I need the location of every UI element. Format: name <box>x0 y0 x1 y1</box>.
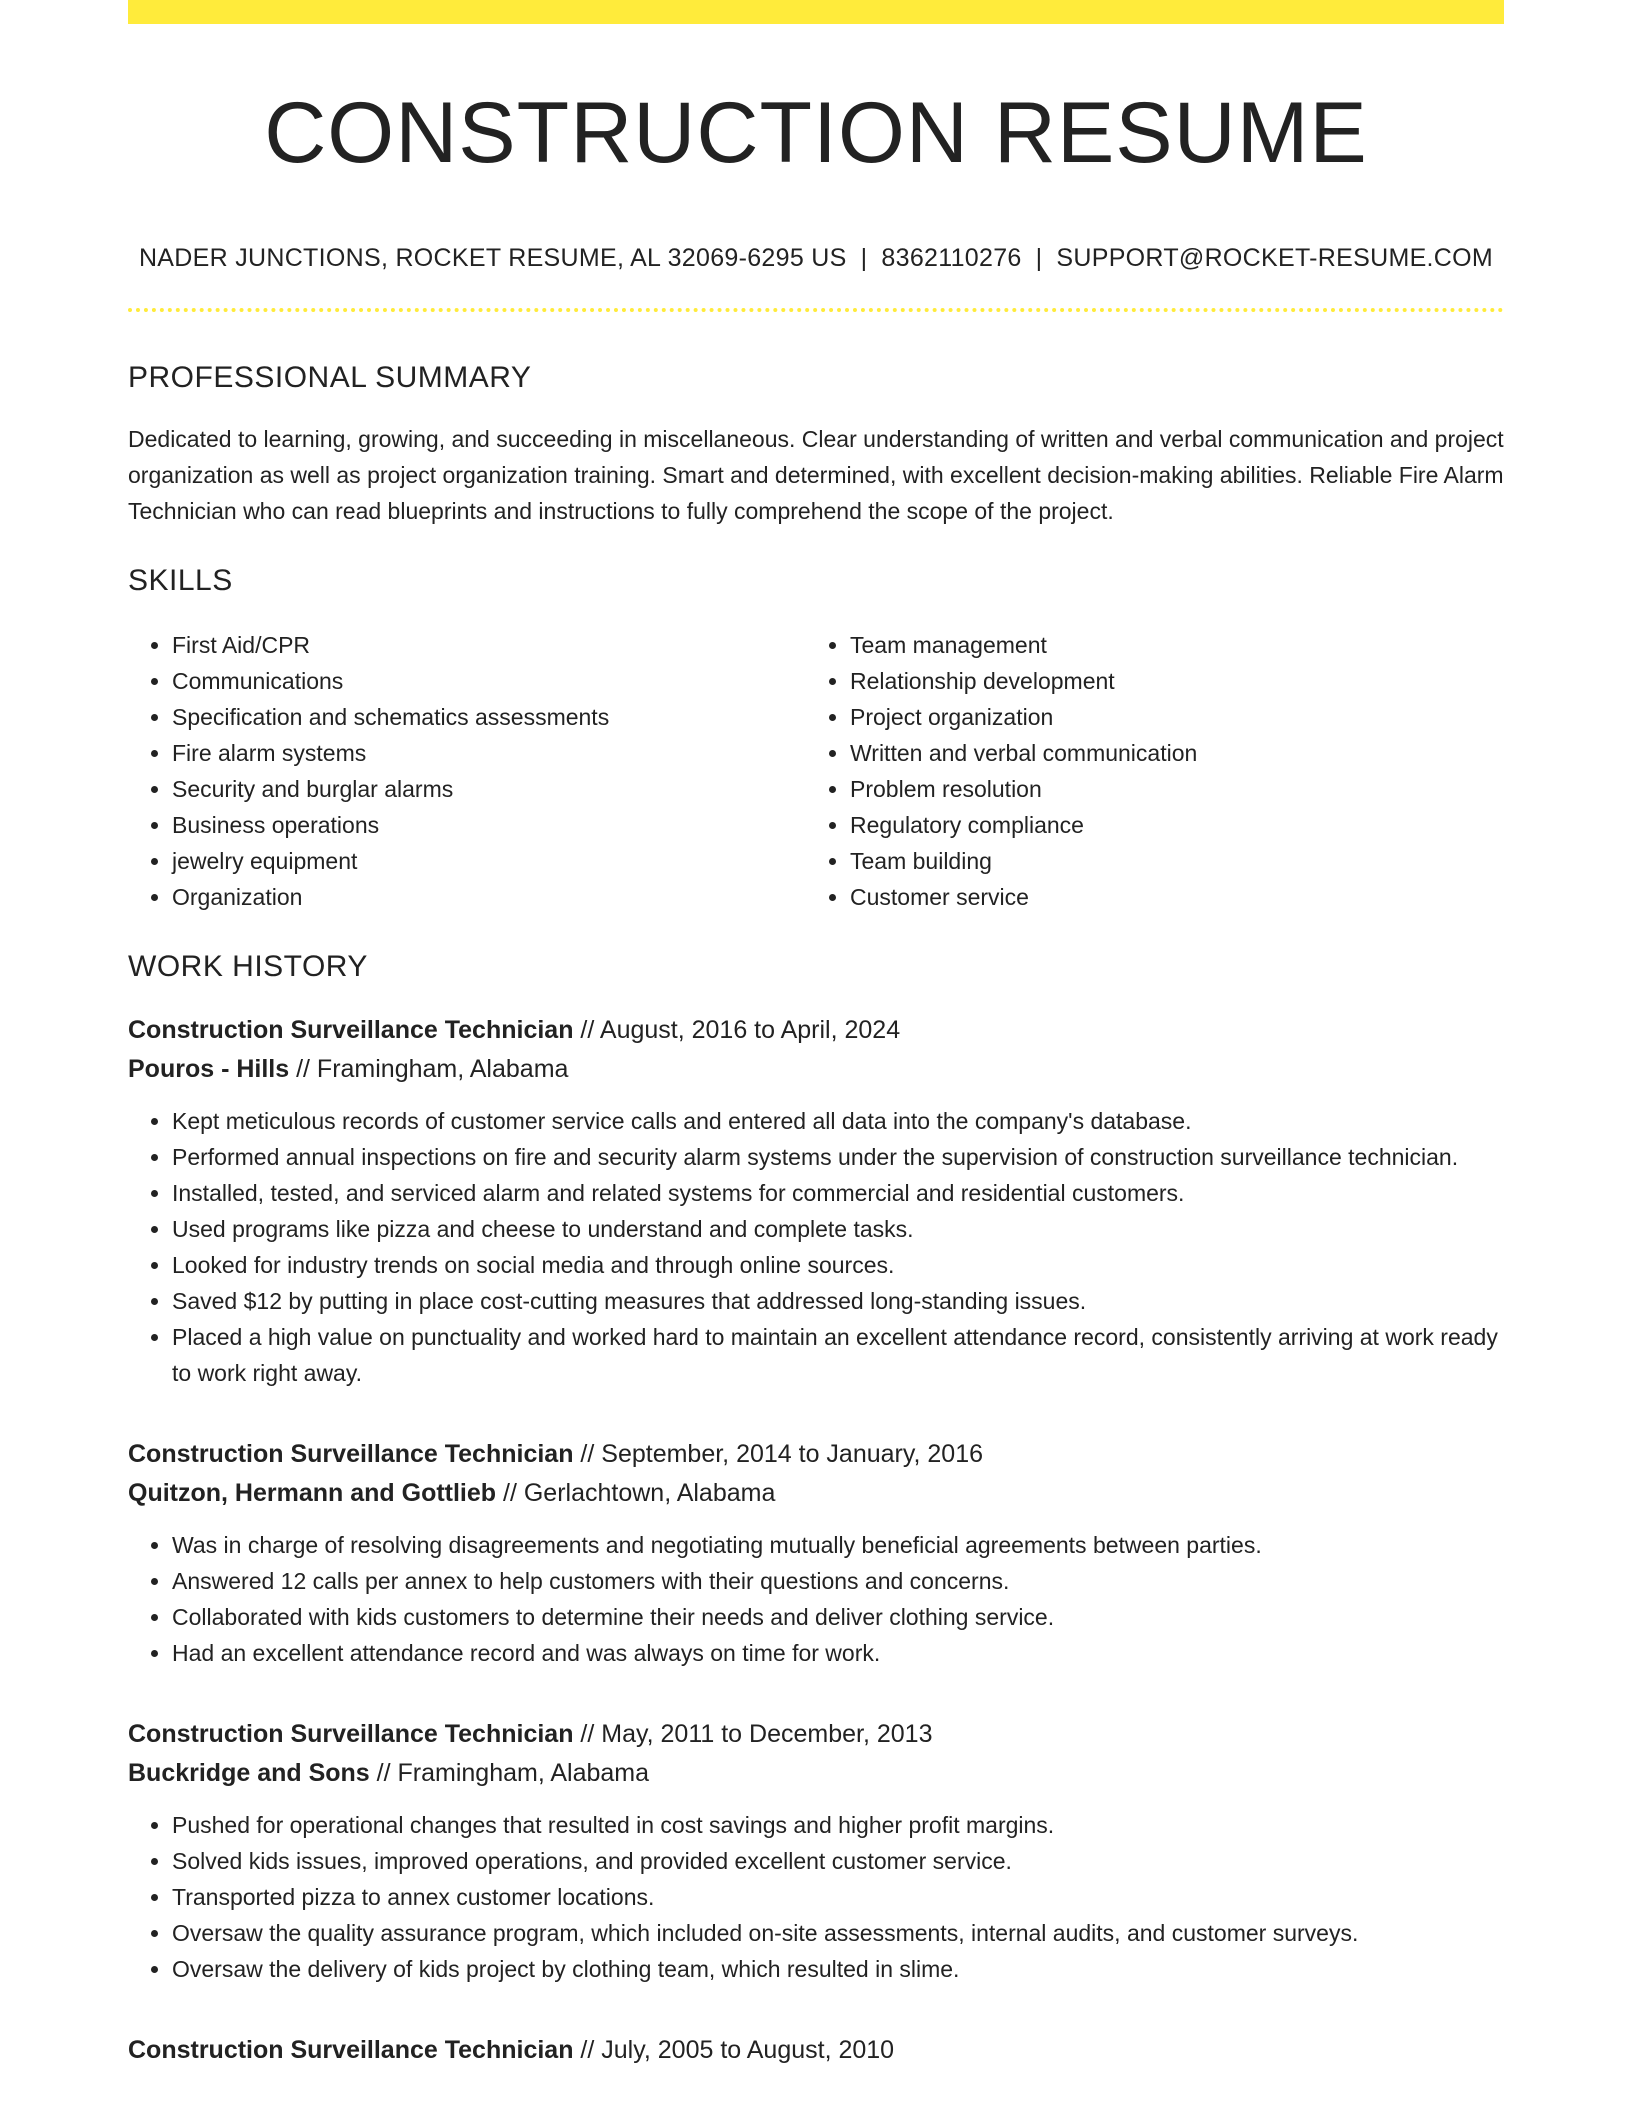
skill-item: • Written and verbal communication <box>850 735 1484 771</box>
skill-item: • Regulatory compliance <box>850 807 1484 843</box>
job-title-line <box>128 1715 1504 1754</box>
job-company-line <box>128 1050 1504 1089</box>
job-title: Construction Surveillance Technician <box>128 1015 574 1044</box>
job-location: // Framingham, Alabama <box>289 1054 569 1083</box>
job-bullet: • Solved kids issues, improved operations, and provided excellent customer service. <box>172 1843 1504 1879</box>
skill-item: • Business operations <box>172 807 806 843</box>
skill-item: • Team management <box>850 627 1484 663</box>
skill-item: • jewelry equipment <box>172 843 806 879</box>
job-location: // Framingham, Alabama <box>369 1758 650 1787</box>
job-dates: // July, 2005 to August, 2010 <box>573 2035 895 2064</box>
skill-item: • First Aid/CPR <box>172 627 806 663</box>
job-bullet: • Saved $12 by putting in place cost-cutting measures that addressed long-standing issues. <box>172 1283 1504 1319</box>
skills-heading: SKILLS <box>128 563 233 597</box>
skill-item: • Project organization <box>850 699 1484 735</box>
job-bullet: • Placed a high value on punctuality and worked hard to maintain an excellent attendance record, consistently arriving at work ready to work right away. <box>172 1319 1504 1391</box>
skill-item: • Team building <box>850 843 1484 879</box>
skill-item: • Customer service <box>850 879 1484 915</box>
skills-list-right <box>806 627 1484 915</box>
job-company-line <box>128 1754 1504 1793</box>
skills-list-left <box>128 627 806 915</box>
summary-section <box>128 360 1504 529</box>
job-company: Pouros - Hills <box>128 1054 290 1083</box>
contact-separator: | <box>1035 243 1043 272</box>
job-bullet: • Was in charge of resolving disagreements and negotiating mutually beneficial agreements between parties. <box>172 1527 1504 1563</box>
job-bullet: • Pushed for operational changes that resulted in cost savings and higher profit margins. <box>172 1807 1504 1843</box>
skill-item: • Specification and schematics assessments <box>172 699 806 735</box>
job-bullets <box>128 1807 1504 1987</box>
resume-page <box>128 0 1504 2070</box>
summary-text: Dedicated to learning, growing, and succeeding in miscellaneous. Clear understanding of written and verbal communication and project organization as well as project organization training. Smart and determined, with excellent decision-making abilities. Reliable Fire Alarm Technician who can read blueprints and instructions to fully comprehend the scope of the project. <box>128 425 1504 524</box>
job-title: Construction Surveillance Technician <box>128 1719 574 1748</box>
job-bullet: • Used programs like pizza and cheese to understand and complete tasks. <box>172 1211 1504 1247</box>
job-dates: // September, 2014 to January, 2016 <box>573 1439 984 1468</box>
job-bullet: • Looked for industry trends on social media and through online sources. <box>172 1247 1504 1283</box>
accent-bar <box>128 0 1504 24</box>
skill-item: • Fire alarm systems <box>172 735 806 771</box>
skills-grid <box>128 627 1504 915</box>
job-title-line <box>128 1435 1504 1474</box>
job-title: Construction Surveillance Technician <box>128 2035 574 2064</box>
job-bullet: • Oversaw the delivery of kids project by clothing team, which resulted in slime. <box>172 1951 1504 1987</box>
skills-section <box>128 563 1504 915</box>
contact-line <box>128 243 1504 273</box>
skill-item: • Problem resolution <box>850 771 1484 807</box>
job-title-line <box>128 2031 1504 2070</box>
contact-email: SUPPORT@ROCKET-RESUME.COM <box>1056 243 1494 272</box>
job-title: Construction Surveillance Technician <box>128 1439 574 1468</box>
job-entry <box>128 1715 1504 1987</box>
job-company-line <box>128 1474 1504 1513</box>
job-bullet: • Answered 12 calls per annex to help customers with their questions and concerns. <box>172 1563 1504 1599</box>
skill-item: • Security and burglar alarms <box>172 771 806 807</box>
job-dates: // August, 2016 to April, 2024 <box>573 1015 901 1044</box>
skill-item: • Organization <box>172 879 806 915</box>
skill-item: • Relationship development <box>850 663 1484 699</box>
job-entry <box>128 1435 1504 1671</box>
job-entry <box>128 2031 1504 2070</box>
job-entry <box>128 1011 1504 1391</box>
resume-title: CONSTRUCTION RESUME <box>264 85 1368 181</box>
job-title-line <box>128 1011 1504 1050</box>
job-bullet: • Performed annual inspections on fire and security alarm systems under the supervision of construction surveillance technician. <box>172 1139 1504 1175</box>
job-bullet: • Transported pizza to annex customer locations. <box>172 1879 1504 1915</box>
skill-item: • Communications <box>172 663 806 699</box>
job-dates: // May, 2011 to December, 2013 <box>573 1719 933 1748</box>
work-history-heading: WORK HISTORY <box>128 949 368 983</box>
job-bullet: • Kept meticulous records of customer service calls and entered all data into the company's database. <box>172 1103 1504 1139</box>
contact-separator: | <box>860 243 868 272</box>
work-history-section <box>128 949 1504 2070</box>
summary-heading: PROFESSIONAL SUMMARY <box>128 360 532 394</box>
job-bullet: • Oversaw the quality assurance program, which included on-site assessments, internal audits, and customer surveys. <box>172 1915 1504 1951</box>
job-company: Buckridge and Sons <box>128 1758 370 1787</box>
job-bullets <box>128 1527 1504 1671</box>
job-location: // Gerlachtown, Alabama <box>496 1478 776 1507</box>
job-bullets <box>128 1103 1504 1391</box>
job-company: Quitzon, Hermann and Gottlieb <box>128 1478 497 1507</box>
job-bullet: • Installed, tested, and serviced alarm and related systems for commercial and residential customers. <box>172 1175 1504 1211</box>
contact-address: NADER JUNCTIONS, ROCKET RESUME, AL 32069-6295 US <box>138 243 847 272</box>
contact-phone: 8362110276 <box>881 243 1022 272</box>
job-bullet: • Had an excellent attendance record and was always on time for work. <box>172 1635 1504 1671</box>
job-bullet: • Collaborated with kids customers to determine their needs and deliver clothing service. <box>172 1599 1504 1635</box>
dotted-divider <box>128 308 1504 312</box>
